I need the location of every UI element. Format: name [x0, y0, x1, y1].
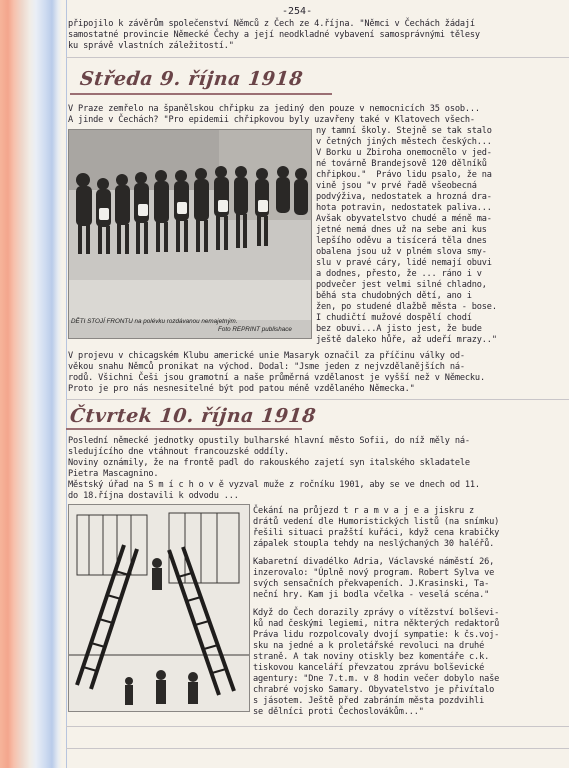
photo-children-queue — [68, 129, 312, 339]
section2-right-line: řešili situaci pražští kuřáci, když cena krabičky — [253, 528, 500, 538]
section1-bottom-line: V projevu v chicagském Klubu americké unie Masaryk označil za příčinu války od- — [68, 351, 465, 361]
illustration-tram-smokers-image — [69, 505, 249, 711]
section1-right-line: vině jsou "v prvé řadě všeobecná — [316, 181, 477, 191]
section1-right-line: podvýživa, nedostatek a hrozná dra- — [316, 192, 492, 202]
top-paragraph-line: samostatné provincie Německé Čechy a její neodkladné vybavení samosprávnými tělesy — [68, 30, 480, 40]
section1-right-line: bez obuvi...A jisto jest, že bude — [316, 324, 482, 334]
section2-top-line: Městský úřad na S m í c h o v ě vyzval muže z ročníku 1901, aby se ve dnech od 11. — [68, 480, 480, 490]
section2-right-line: straně. A tak noviny otiskly bez komentáře c.k. — [253, 652, 490, 662]
section1-bottom-line: Proto je pro nás nesnesitelné být pod patou méně vzdělaného Německa." — [68, 384, 415, 394]
section1-right-line: ny tamní školy. Stejně se tak stalo — [316, 126, 492, 136]
section2-right-line: Práva lidu rozpolcovaly dvojí sympatie: k čs.voj- — [253, 630, 500, 640]
section2-right-line: svých sensačních překvapeních. J.Krasinski, Ta- — [253, 579, 490, 589]
section1-right-line: né továrně Brandejsově 120 dělníků — [316, 159, 487, 169]
section1-right-line: obalena jsou už v plném slova smy- — [316, 247, 487, 257]
section1-right-line: lepšího oděvu a tisícerá těla dnes — [316, 236, 487, 246]
section2-right-line: neční hry. Kam ji bodla včelka - veselá scéna." — [253, 590, 490, 600]
ruled-line — [66, 57, 569, 58]
section2-right-line: s jásotem. Ještě před zabráním města pozdvihli — [253, 696, 485, 706]
top-paragraph-line: ku správě vlastních záležitostí." — [68, 41, 234, 51]
section1-right-line: podvečer jest velmi silné chladno, — [316, 280, 487, 290]
section2-right-line: sku na jedné a k proletářské revoluci na druhé — [253, 641, 485, 651]
section1-intro-line: V Praze zemřelo na španělskou chřipku za jediný den pouze v nemocnicích 35 osob... — [68, 104, 480, 114]
photo1-credit: Foto REPRINT publishace — [218, 326, 292, 333]
section2-top-line: Noviny oznámily, že na frontě padl do rakouského zajetí syn italského skladatele — [68, 458, 470, 468]
section1-right-line: chřipkou." Právo lidu psalo, že na — [316, 170, 492, 180]
photo-children-queue-image — [69, 130, 311, 338]
section1-bottom-line: věkou snahu Němců pronikat na východ. Dodal: "Jsme jeden z nejvzdělanějších ná- — [68, 362, 465, 372]
ruled-line — [66, 399, 569, 400]
section2-top-line: Pietra Mascagnino. — [68, 469, 159, 479]
section2-right-line: Čekání na průjezd t r a m v a j e a jiskru z — [253, 506, 475, 516]
section2-right-line: ků nad českými legiemi, nitra některých redaktorů — [253, 619, 500, 629]
ruled-line — [66, 748, 569, 749]
ruled-line — [66, 726, 569, 727]
section2-right-line: Když do Čech dorazily zprávy o vítězství bolševi- — [253, 608, 500, 618]
section1-right-line: V Borku u Zbiroha onemocnělo v jed- — [316, 148, 492, 158]
heading-wednesday: Středa 9. října 1918 — [78, 68, 305, 90]
illustration-tram-smokers — [68, 504, 250, 712]
section2-right-line: Kabaretní divadélko Adria, Václavské náměstí 26, — [253, 557, 495, 567]
section2-right-line: drátů vedení dle Humoristických listů (na snímku) — [253, 517, 500, 527]
section1-right-line: jetné nemá dnes už na sebe ani kus — [316, 225, 487, 235]
section1-right-line: I chudičtí mužové dospělí chodí — [316, 313, 472, 323]
section2-right-line: inzerovalo: "Úplně nový program. Robert Sylva ve — [253, 568, 495, 578]
section1-right-line: ještě daleko hůře, až udeří mrazy.." — [316, 335, 497, 345]
heading-thursday: Čtvrtek 10. října 1918 — [68, 405, 318, 427]
page-number: -254- — [282, 6, 313, 17]
section2-top-line: Poslední německé jednotky opustily bulharské hlavní město Sofii, do níž měly ná- — [68, 436, 470, 446]
margin-color-stripe — [0, 0, 62, 768]
top-paragraph-line: připojilo k závěrům společenství Němců z Čech ze 4.října. "Němci v Čechách žádají — [68, 19, 475, 29]
section1-right-line: žen, po studené dlažbě města - bose. — [316, 302, 497, 312]
section1-right-line: slu v pravé cáry, lidé nemají obuvi — [316, 258, 492, 268]
section2-right-line: tiskovou kanceláří převzatou zprávu bolševické — [253, 663, 485, 673]
section2-right-line: agentury: "Dne 7.t.m. v 8 hodin večer dobylo naše — [253, 674, 500, 684]
heading-underline — [66, 428, 302, 430]
photo1-caption: DĚTI STOJÍ FRONTU na polévku rozdávanou nemajetným. — [71, 318, 238, 325]
section2-top-line: sledujícího dne vtáhnout francouzské oddíly. — [68, 447, 290, 457]
section2-right-line: zápalek stoupla tehdy na neslýchaných 30 haléřů. — [253, 539, 495, 549]
section1-bottom-line: rodů. Všichni Češi jsou gramotní a naše průměrná vzdělanost je vyšší než v Německu. — [68, 373, 485, 383]
heading-underline — [70, 93, 332, 95]
margin-line — [66, 0, 67, 768]
section1-right-line: Avšak obyvatelstvo chudé a méně ma- — [316, 214, 492, 224]
section1-right-line: a dodnes, přesto, že ... ráno i v — [316, 269, 482, 279]
section1-right-line: v četných jiných městech českých... — [316, 137, 492, 147]
section1-right-line: běhá sta chudobných dětí, ano i — [316, 291, 472, 301]
section2-right-line: se dělníci proti Čechoslovákům..." — [253, 707, 424, 717]
section2-top-line: do 18.října dostavili k odvodu ... — [68, 491, 239, 501]
section1-intro-line: A jinde v Čechách? "Pro epidemii chřipkovou byly uzavřeny také v Klatovech všech- — [68, 115, 475, 125]
section2-right-line: chrabré vojsko Samary. Obyvatelstvo je přivítalo — [253, 685, 495, 695]
section1-right-line: hota potravin, nedostatek paliva... — [316, 203, 492, 213]
